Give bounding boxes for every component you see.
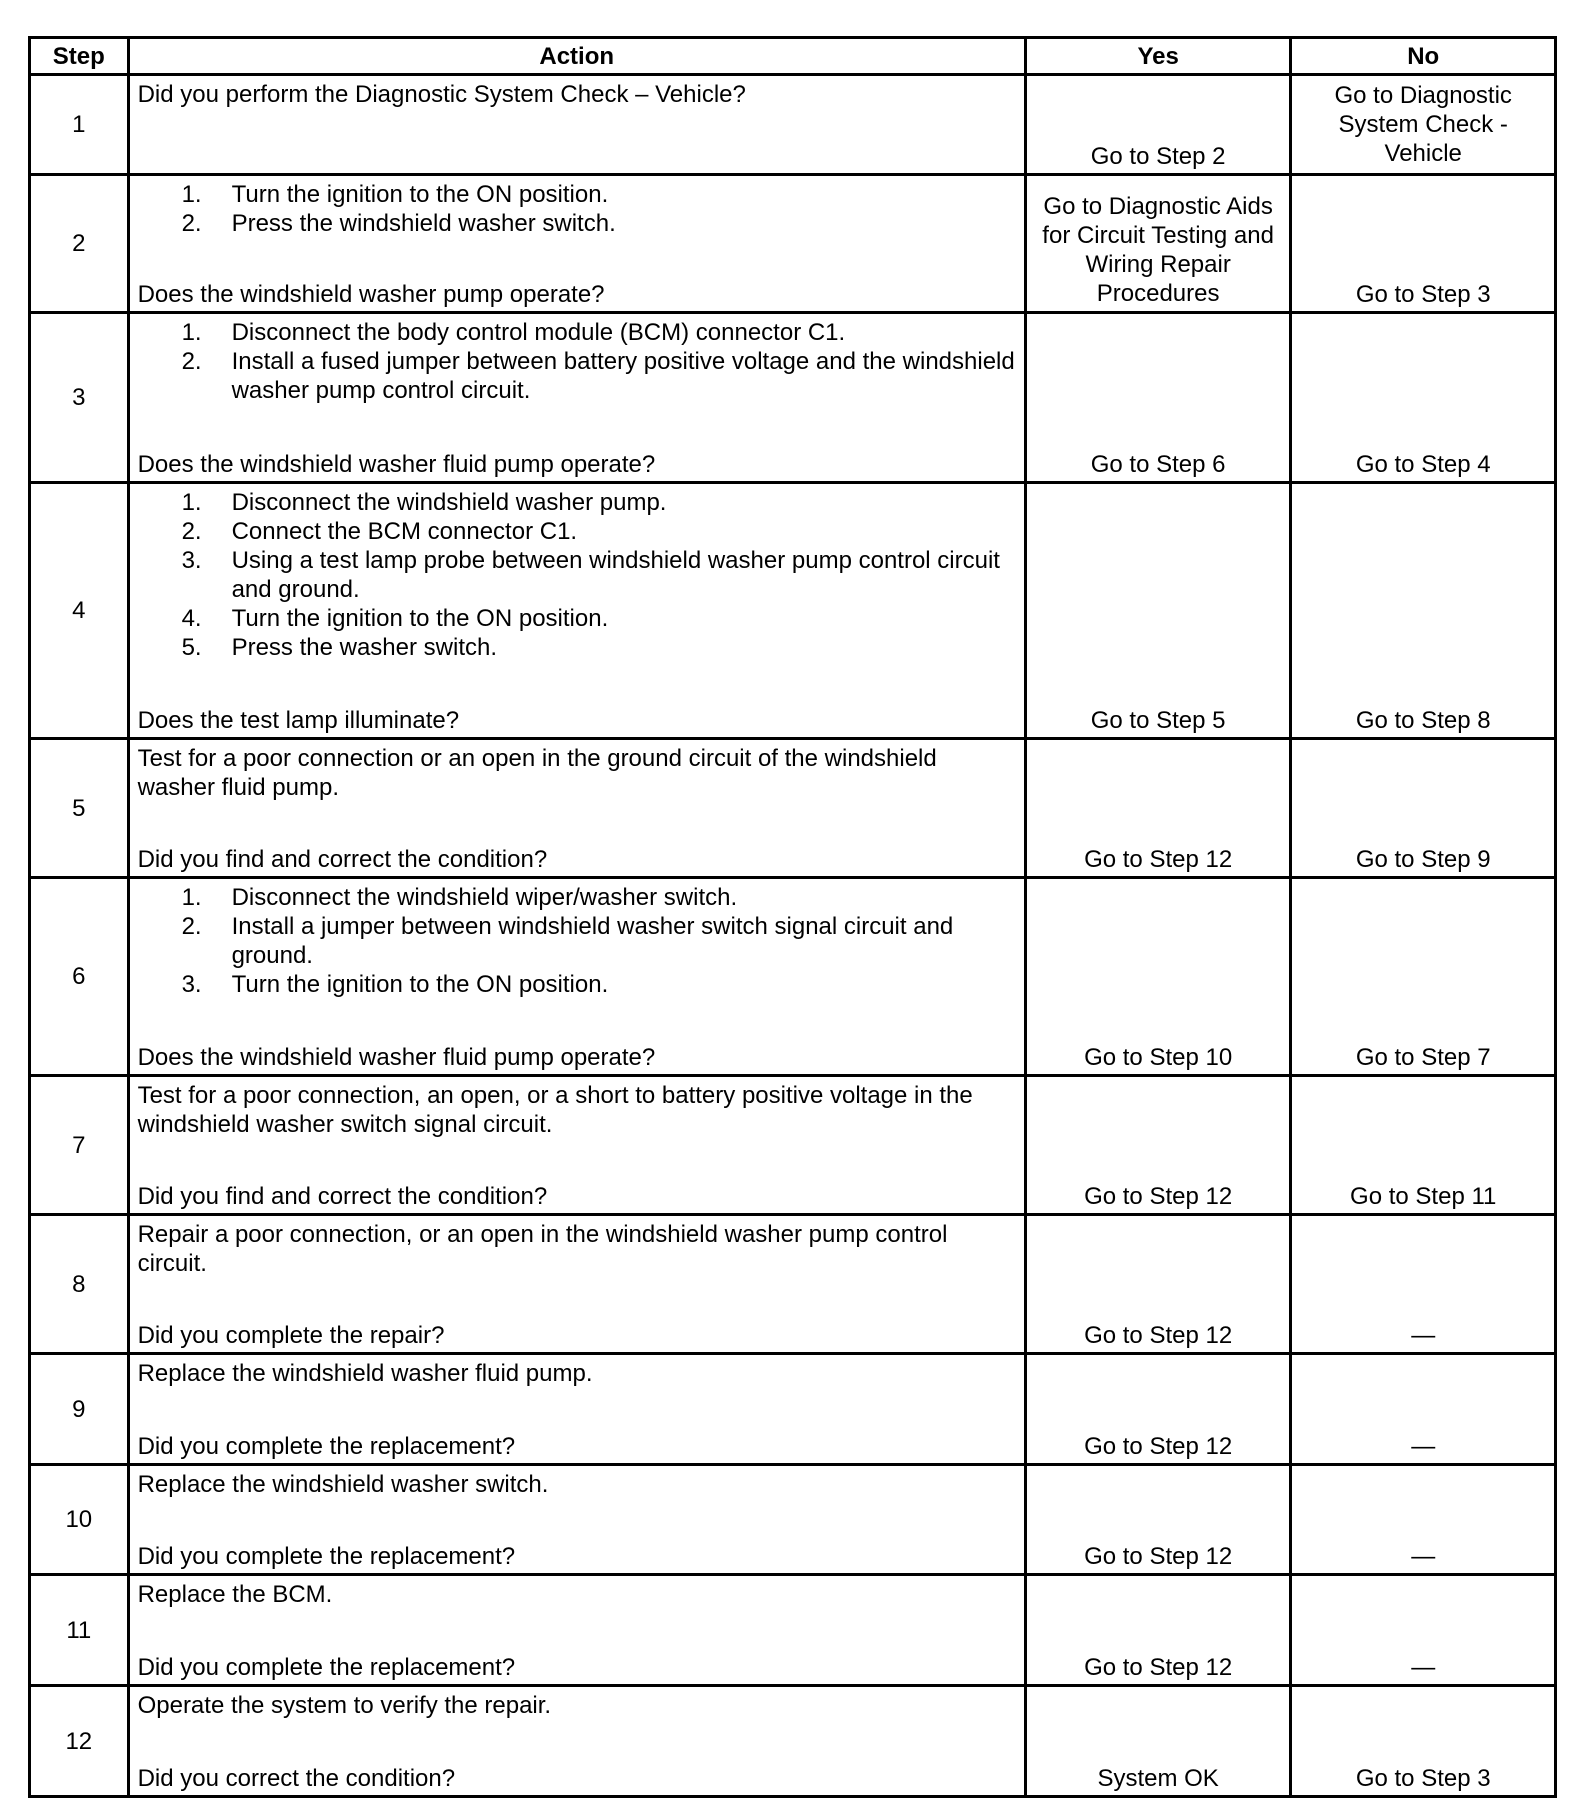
yes-result: Go to Step 6 — [1025, 313, 1291, 483]
action-steps-list — [138, 318, 1016, 405]
action-instructions — [138, 744, 1016, 802]
list-item-number: 1. — [181, 884, 202, 911]
step-number: 1 — [30, 75, 129, 175]
action-content — [138, 1359, 1016, 1461]
yes-result: Go to Step 12 — [1025, 1575, 1291, 1686]
table-row — [30, 878, 1556, 1076]
table-row — [30, 739, 1556, 878]
list-item — [138, 488, 1016, 517]
list-item-number: 1. — [181, 181, 202, 208]
yes-result: System OK — [1025, 1686, 1291, 1797]
list-item-text: Using a test lamp probe between windshield washer pump control circuit and ground. — [231, 547, 1000, 603]
action-cell — [128, 1215, 1025, 1354]
table-row — [30, 1575, 1556, 1686]
action-question: Does the windshield washer pump operate? — [137, 281, 605, 308]
list-item-number: 3. — [181, 971, 202, 998]
yes-result: Go to Step 5 — [1025, 483, 1291, 739]
no-result: Go to Step 3 — [1291, 175, 1556, 313]
yes-result: Go to Step 12 — [1025, 1076, 1291, 1215]
table-row — [30, 175, 1556, 313]
no-result: Go to Step 4 — [1291, 313, 1556, 483]
yes-result: Go to Step 12 — [1025, 1465, 1291, 1575]
step-number: 5 — [30, 739, 129, 878]
list-item-text: Press the windshield washer switch. — [231, 210, 616, 237]
action-paragraph: Repair a poor connection, or an open in the windshield washer pump control circuit. — [137, 1221, 948, 1277]
no-result: Go to Step 11 — [1291, 1076, 1556, 1215]
step-number: 11 — [30, 1575, 129, 1686]
no-result: Go to Step 8 — [1291, 483, 1556, 739]
action-content — [138, 80, 1016, 171]
list-item — [138, 180, 1016, 209]
list-item — [138, 517, 1016, 546]
action-cell — [128, 1686, 1025, 1797]
action-cell — [128, 1076, 1025, 1215]
table-row — [30, 1465, 1556, 1575]
action-instructions — [138, 180, 1016, 238]
action-content — [138, 180, 1016, 309]
action-cell — [128, 1354, 1025, 1465]
action-cell — [128, 1465, 1025, 1575]
action-cell — [128, 175, 1025, 313]
action-instructions — [138, 1220, 1016, 1278]
list-item — [138, 970, 1016, 999]
action-paragraph: Test for a poor connection, an open, or a short to battery positive voltage in the windshield washer switch signal circuit. — [137, 1082, 973, 1138]
list-item-text: Connect the BCM connector C1. — [231, 518, 578, 545]
action-content — [138, 318, 1016, 479]
action-instructions — [138, 488, 1016, 662]
action-question: Did you complete the replacement? — [137, 1433, 516, 1460]
yes-result: Go to Step 12 — [1025, 1354, 1291, 1465]
action-steps-list — [138, 883, 1016, 999]
step-number: 4 — [30, 483, 129, 739]
yes-result: Go to Step 12 — [1025, 1215, 1291, 1354]
header-no: No — [1291, 38, 1556, 75]
list-item-number: 4. — [181, 605, 202, 632]
action-paragraph: Replace the windshield washer fluid pump. — [137, 1360, 593, 1387]
step-number: 3 — [30, 313, 129, 483]
list-item-number: 1. — [181, 319, 202, 346]
action-cell — [128, 878, 1025, 1076]
step-number: 2 — [30, 175, 129, 313]
action-content — [138, 744, 1016, 874]
list-item-text: Turn the ignition to the ON position. — [231, 181, 609, 208]
header-step: Step — [30, 38, 129, 75]
header-row — [30, 38, 1556, 75]
no-result: Go to Step 7 — [1291, 878, 1556, 1076]
list-item-number: 1. — [181, 489, 202, 516]
list-item-text: Install a jumper between windshield washer switch signal circuit and ground. — [231, 913, 954, 969]
action-instructions — [138, 883, 1016, 999]
action-question: Did you complete the replacement? — [137, 1543, 516, 1570]
no-result: — — [1291, 1354, 1556, 1465]
action-question: Did you find and correct the condition? — [137, 846, 548, 873]
list-item-number: 2. — [181, 348, 202, 375]
action-instructions — [138, 1691, 1016, 1720]
list-item — [138, 209, 1016, 238]
table-row — [30, 483, 1556, 739]
action-question: Does the windshield washer fluid pump operate? — [137, 451, 656, 478]
table-row — [30, 1076, 1556, 1215]
action-instructions — [138, 1470, 1016, 1499]
action-content — [138, 1580, 1016, 1682]
step-number: 9 — [30, 1354, 129, 1465]
table-row — [30, 75, 1556, 175]
list-item-number: 2. — [181, 913, 202, 940]
action-paragraph: Test for a poor connection or an open in the ground circuit of the windshield washer fluid pump. — [137, 745, 937, 801]
list-item — [138, 604, 1016, 633]
action-cell — [128, 739, 1025, 878]
step-number: 7 — [30, 1076, 129, 1215]
diagnostic-table — [28, 36, 1557, 1798]
action-content — [138, 883, 1016, 1072]
list-item-text: Press the washer switch. — [231, 634, 498, 661]
action-steps-list — [138, 180, 1016, 238]
action-cell — [128, 1575, 1025, 1686]
action-content — [138, 1470, 1016, 1571]
action-question: Did you complete the repair? — [137, 1322, 445, 1349]
step-number: 12 — [30, 1686, 129, 1797]
table-row — [30, 1686, 1556, 1797]
action-content — [138, 1220, 1016, 1350]
action-content — [138, 1691, 1016, 1793]
table-row — [30, 1215, 1556, 1354]
no-result: Go to Step 9 — [1291, 739, 1556, 878]
list-item — [138, 633, 1016, 662]
action-content — [138, 488, 1016, 735]
list-item-number: 3. — [181, 547, 202, 574]
yes-result: Go to Step 2 — [1025, 75, 1291, 175]
list-item-text: Turn the ignition to the ON position. — [231, 605, 609, 632]
action-question: Does the windshield washer fluid pump operate? — [137, 1044, 656, 1071]
action-cell — [128, 483, 1025, 739]
list-item-text: Disconnect the body control module (BCM) connector C1. — [231, 319, 846, 346]
list-item-number: 2. — [181, 210, 202, 237]
list-item-number: 5. — [181, 634, 202, 661]
table-row — [30, 1354, 1556, 1465]
list-item — [138, 318, 1016, 347]
list-item-text: Install a fused jumper between battery positive voltage and the windshield washer pump control circuit. — [231, 348, 1015, 404]
action-question: Did you find and correct the condition? — [137, 1183, 548, 1210]
header-yes: Yes — [1025, 38, 1291, 75]
no-result: — — [1291, 1575, 1556, 1686]
step-number: 6 — [30, 878, 129, 1076]
action-paragraph: Operate the system to verify the repair. — [137, 1692, 552, 1719]
action-content — [138, 1081, 1016, 1211]
yes-result: Go to Step 10 — [1025, 878, 1291, 1076]
list-item-number: 2. — [181, 518, 202, 545]
step-number: 8 — [30, 1215, 129, 1354]
action-cell — [128, 75, 1025, 175]
list-item-text: Turn the ignition to the ON position. — [231, 971, 609, 998]
action-question: Does the test lamp illuminate? — [137, 707, 460, 734]
action-paragraph: Replace the BCM. — [137, 1581, 333, 1608]
action-instructions — [138, 318, 1016, 405]
action-question: Did you correct the condition? — [137, 1765, 456, 1792]
no-result: Go to Step 3 — [1291, 1686, 1556, 1797]
action-steps-list — [138, 488, 1016, 662]
action-cell — [128, 313, 1025, 483]
yes-result: Go to Diagnostic Aids for Circuit Testing and Wiring Repair Procedures — [1025, 175, 1291, 313]
action-instructions — [138, 1359, 1016, 1388]
list-item-text: Disconnect the windshield wiper/washer switch. — [231, 884, 738, 911]
step-number: 10 — [30, 1465, 129, 1575]
table-row — [30, 313, 1556, 483]
list-item — [138, 546, 1016, 604]
header-action: Action — [128, 38, 1025, 75]
no-result: Go to Diagnostic System Check - Vehicle — [1291, 75, 1556, 175]
no-result: — — [1291, 1465, 1556, 1575]
action-paragraph: Replace the windshield washer switch. — [137, 1471, 549, 1498]
no-result: — — [1291, 1215, 1556, 1354]
list-item — [138, 912, 1016, 970]
action-instructions — [138, 80, 1016, 109]
action-question: Did you complete the replacement? — [137, 1654, 516, 1681]
list-item — [138, 883, 1016, 912]
list-item-text: Disconnect the windshield washer pump. — [231, 489, 667, 516]
list-item — [138, 347, 1016, 405]
yes-result: Go to Step 12 — [1025, 739, 1291, 878]
action-instructions — [138, 1081, 1016, 1139]
action-instructions — [138, 1580, 1016, 1609]
action-paragraph: Did you perform the Diagnostic System Check – Vehicle? — [137, 81, 746, 108]
